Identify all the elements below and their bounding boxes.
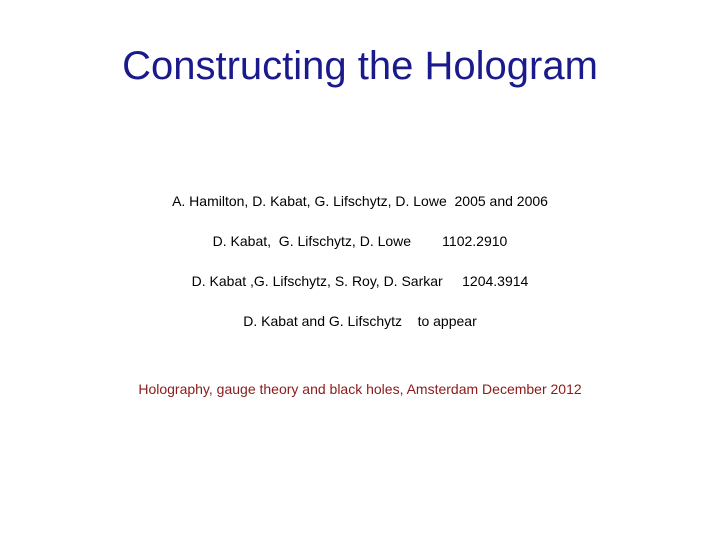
reference-item: D. Kabat and G. Lifschytz to appear <box>243 313 477 329</box>
reference-list <box>0 188 720 348</box>
reference-item: A. Hamilton, D. Kabat, G. Lifschytz, D. Lowe 2005 and 2006 <box>172 193 548 209</box>
conference-footer: Holography, gauge theory and black holes, Amsterdam December 2012 <box>138 381 582 397</box>
reference-item: D. Kabat, G. Lifschytz, D. Lowe 1102.2910 <box>212 233 508 249</box>
slide-title: Constructing the Hologram <box>122 44 598 88</box>
reference-item: D. Kabat ,G. Lifschytz, S. Roy, D. Sarkar 1204.3914 <box>191 273 529 289</box>
